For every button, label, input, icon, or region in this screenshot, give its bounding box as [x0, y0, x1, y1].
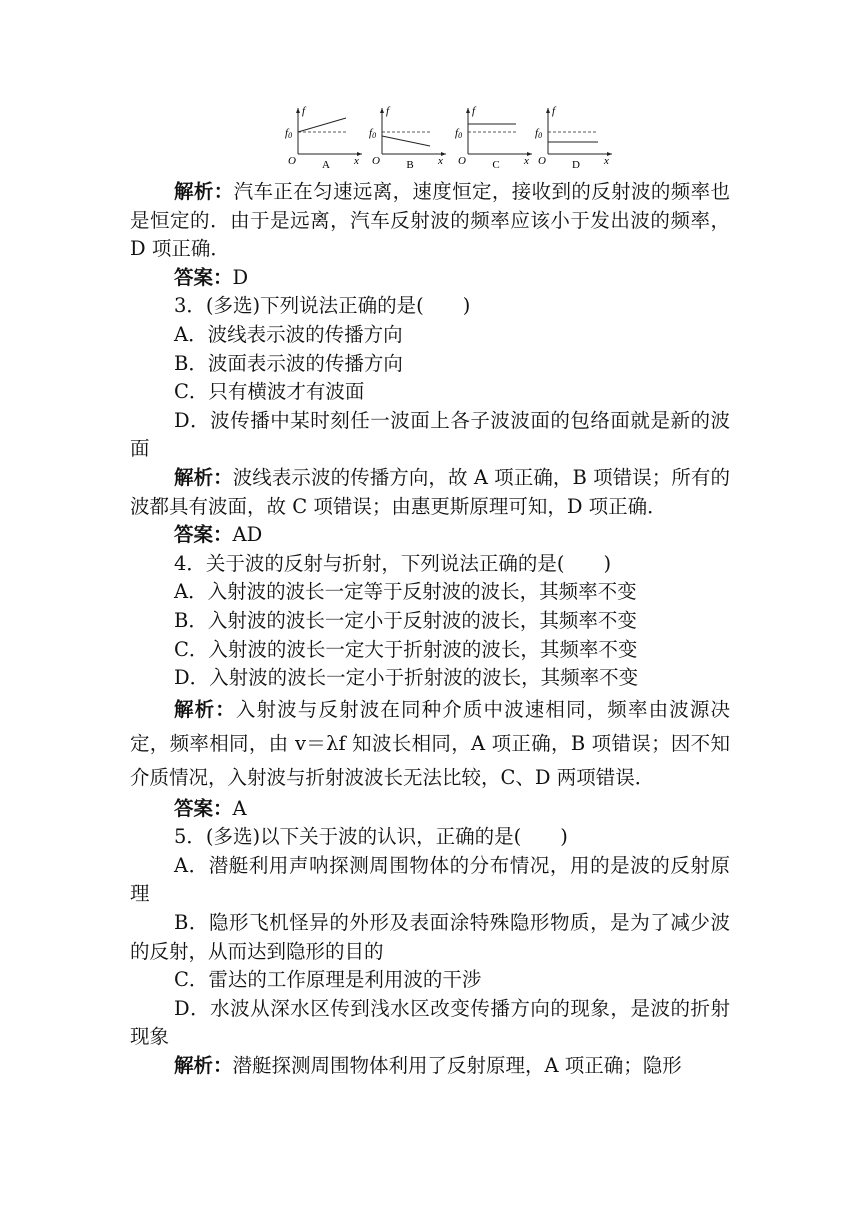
graph-d-x-label: x: [604, 155, 609, 167]
q3-stem: 3．(多选)下列说法正确的是( ): [174, 294, 471, 318]
q4-option-d: D．入射波的波长一定小于折射波的波长，其频率不变: [174, 666, 639, 690]
q5-option-c: C．雷达的工作原理是利用波的干涉: [174, 968, 482, 992]
document-body: [130, 178, 730, 1081]
q3-option-b: B．波面表示波的传播方向: [174, 351, 403, 375]
graph-b-caption: B: [406, 159, 414, 170]
answer-label: 答案：: [174, 796, 233, 820]
frequency-graphs-svg: [282, 102, 622, 170]
graph-c-x-label: x: [524, 155, 529, 167]
graph-a-x-label: x: [354, 155, 359, 167]
graph-d-f0-label: f0: [535, 127, 543, 140]
q4-option-b: B．入射波的波长一定小于反射波的波长，其频率不变: [174, 608, 637, 632]
graph-c: [455, 105, 532, 170]
answer-label: 答案：: [174, 265, 233, 289]
q5-option-b: B．隐形飞机怪异的外形及表面涂特殊隐形物质，是为了减少波的反射，从而达到隐形的目的: [130, 911, 730, 963]
q2-answer: [130, 264, 730, 293]
analysis-label: 解析：: [174, 180, 234, 203]
q5-option-a: A．潜艇利用声呐探测周围物体的分布情况，用的是波的反射原理: [130, 853, 730, 906]
analysis-label: 解析：: [174, 465, 233, 489]
graph-c-origin: O: [458, 155, 466, 167]
analysis-label: 解析：: [174, 1054, 233, 1078]
graph-b-y-label: f: [386, 105, 390, 117]
q5-option-d: D．水波从深水区传到浅水区改变传播方向的现象，是波的折射现象: [130, 996, 730, 1049]
graph-a-y-label: f: [302, 105, 306, 117]
answer-text: D: [232, 265, 249, 289]
graph-b-f0-label: f0: [369, 127, 377, 140]
q5-analysis: [130, 1052, 730, 1081]
graph-a-caption: A: [322, 159, 330, 170]
q3-analysis: [130, 464, 730, 521]
graph-b-x-label: x: [438, 155, 443, 167]
q4-option-c: C．入射波的波长一定大于折射波的波长，其频率不变: [174, 637, 638, 661]
analysis-label: 解析：: [174, 697, 236, 721]
graph-c-f0-label: f0: [455, 127, 463, 140]
q4-option-a: A．入射波的波长一定等于反射波的波长，其频率不变: [174, 580, 637, 604]
q3-answer: [130, 521, 730, 550]
frequency-graphs: [282, 102, 622, 170]
graph-d-caption: D: [572, 159, 580, 170]
graph-c-caption: C: [492, 159, 500, 170]
graph-c-y-label: f: [472, 105, 476, 117]
q5-stem: 5．(多选)以下关于波的认识，正确的是( ): [174, 825, 568, 849]
graph-a: [285, 105, 362, 170]
q3-option-d: D．波传播中某时刻任一波面上各子波波面的包络面就是新的波面: [130, 408, 730, 461]
analysis-text: 波线表示波的传播方向，故 A 项正确，B 项错误；所有的波都具有波面，故 C 项错误；由惠更斯原理可知，D 项正确．: [130, 465, 730, 518]
graph-a-origin: O: [288, 155, 296, 167]
analysis-text: 潜艇探测周围物体利用了反射原理，A 项正确；隐形: [232, 1054, 682, 1078]
graph-b: [369, 105, 446, 170]
q4-analysis: [130, 693, 730, 795]
graph-d: [535, 105, 612, 170]
graph-b-origin: O: [372, 155, 380, 167]
q2-analysis: [130, 178, 730, 264]
q4-stem: 4．关于波的反射与折射，下列说法正确的是( ): [174, 551, 612, 575]
graph-d-y-label: f: [552, 105, 556, 117]
analysis-text: 汽车正在匀速远离，速度恒定，接收到的反射波的频率也是恒定的．由于是远离，汽车反射波的频率应该小于发出波的频率，D 项正确．: [130, 180, 730, 261]
q4-answer: [130, 795, 730, 824]
q3-option-a: A．波线表示波的传播方向: [174, 322, 403, 346]
graph-a-f0-label: f0: [285, 127, 293, 140]
graph-d-origin: O: [538, 155, 546, 167]
answer-label: 答案：: [174, 523, 233, 547]
answer-text: AD: [232, 523, 263, 547]
answer-text: A: [232, 796, 247, 820]
q3-option-c: C．只有横波才有波面: [174, 380, 365, 404]
analysis-text: 入射波与反射波在同种介质中波速相同，频率由波源决定，频率相同，由 v＝λf 知波长相同，A 项正确，B 项错误；因不知介质情况，入射波与折射波波长无法比较，C、D 两项错误．: [130, 697, 730, 789]
